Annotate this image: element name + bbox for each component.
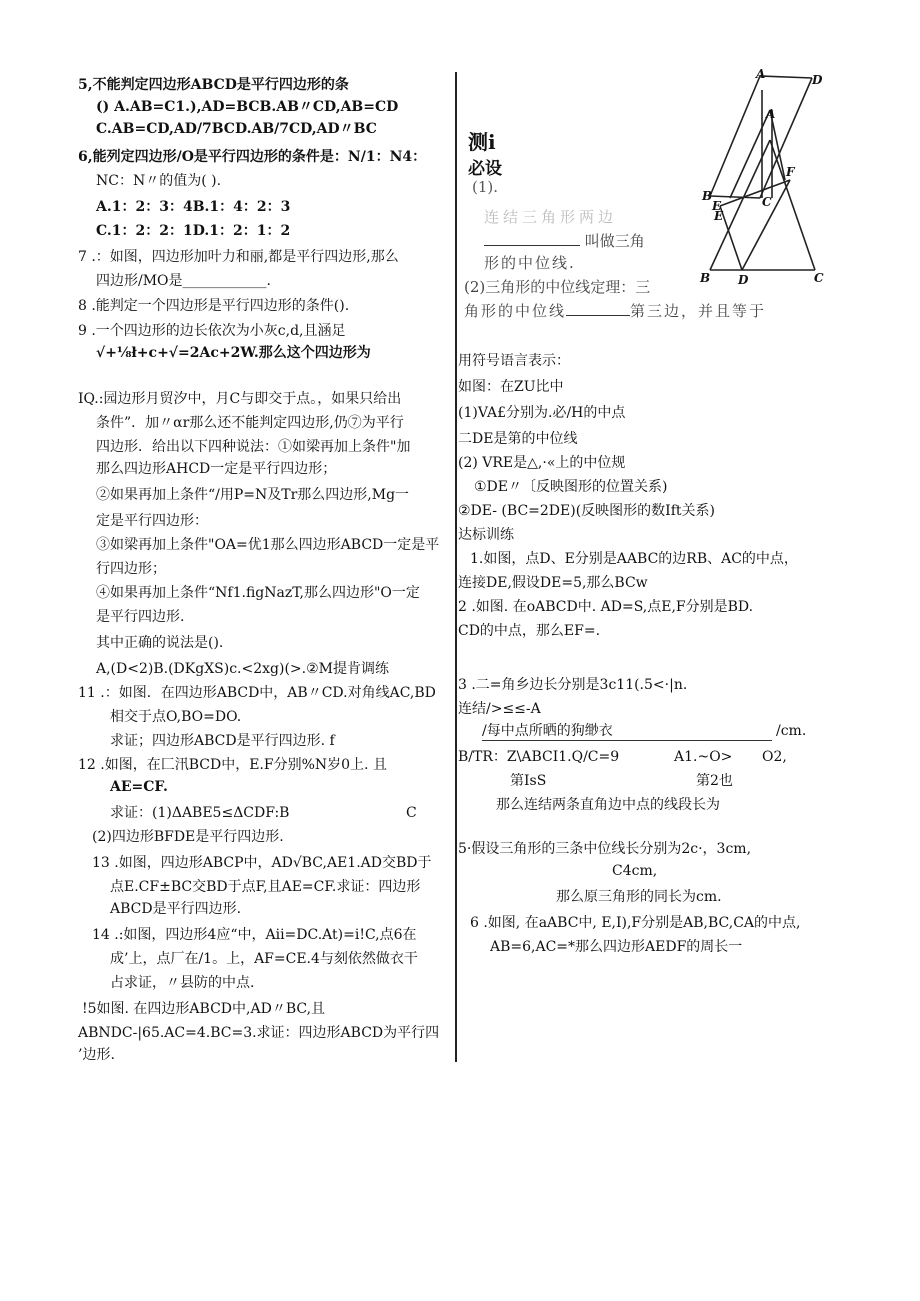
left-text-line: NC：N〃的值为( ). — [96, 173, 222, 189]
right-text-line: 如图：在ZU比中 — [458, 379, 564, 395]
left-text-line: 成’上，点厂在/1。上，AF=CE.4与刻依然做衣干 — [110, 951, 418, 967]
left-text-line: C.1：2：2：1D.1：2：1：2 — [96, 223, 291, 239]
label-a-mid: A — [766, 107, 776, 121]
right-text-line: 连接DE,假设DE=5,那么BCw — [458, 575, 648, 591]
column-divider — [455, 72, 457, 1062]
right-text-line: ①DE〃〔反映图形的位置关系) — [474, 479, 668, 495]
left-text-line: ②如果再加上条件“/用P=N及Tr那么四边形,Mg一 — [96, 487, 410, 503]
left-text-line: ’边形. — [78, 1047, 115, 1063]
left-text-line: 5,不能判定四边形ABCD是平行四边形的条 — [78, 77, 349, 93]
snippet-line-3: 形的中位线. — [484, 254, 576, 272]
right-text-line: 连结/>≤≤-A — [458, 701, 541, 717]
left-text-line: AE=CF. — [110, 779, 168, 795]
edge-ad — [760, 76, 812, 78]
left-text-line: !5如图. 在四边形ABCD中,AD〃BC,且 — [82, 1001, 326, 1017]
left-text-line: √+⅛ł+c+√=2Ac+2W.那么这个四边形为 — [96, 345, 371, 361]
right-text-line: 第IsS — [510, 773, 547, 789]
right-text-line: O2, — [762, 749, 787, 765]
right-text-line: AB=6,AC=*那么四边形AEDF的周长一 — [490, 939, 743, 955]
right-text-line: 第2也 — [696, 773, 733, 789]
right-text-line: ②DE- (BC=2DE)(反映图形的数Ift关系) — [458, 503, 715, 519]
right-text-line: A1.~O> — [674, 749, 733, 765]
label-e-low: E — [714, 209, 724, 223]
label-a-top: A — [756, 67, 766, 81]
medial-line-3 — [720, 180, 790, 206]
snippet-line-2: 叫做三角 — [484, 230, 645, 251]
label-b-mid: B — [702, 189, 713, 203]
right-text-line: B/TR：Z\ABCI1.Q/C=9 — [458, 749, 620, 765]
right-text-line: 3 .二=角乡边长分别是3c11(.5<·|n. — [458, 677, 688, 693]
left-text-line: 7 .：如图，四边形加叶力和丽,都是平行四边形,那么 — [78, 249, 399, 265]
left-text-line: 11 .：如图．在四边形ABCD中，AB〃CD.对角线AC,BD — [78, 685, 436, 701]
left-text-line: 行四边形； — [96, 561, 166, 577]
right-text-line: 二DE是第的中位线 — [458, 431, 578, 447]
snippet-line-5: 角形的中位线 第三边，并且等于 — [464, 302, 767, 320]
right-text-line: 5·假设三角形的三条中位线长分别为2c·，3cm, — [458, 841, 752, 857]
edge-dc — [760, 78, 812, 198]
right-text-line: C4cm, — [612, 863, 658, 879]
left-text-line: 四边形/MO是____________. — [96, 273, 271, 289]
left-text-line: 8 .能判定一个四边形是平行四边形的条件(). — [78, 298, 350, 314]
label-b-low: B — [700, 271, 711, 285]
snippet-line-4: (2)三角形的中位线定理：三 — [464, 278, 651, 296]
right-text-line: /cm. — [776, 723, 807, 739]
label-d-low: D — [738, 273, 749, 287]
label-c-mid: C — [762, 195, 772, 209]
answer-blank-underline — [482, 740, 772, 741]
left-text-line: 6,能列定四边形/O是平行四边形的条件是：N/1：N4： — [78, 149, 427, 165]
left-text-line: A.1：2：3：4B.1：4：2：3 — [96, 199, 291, 215]
left-text-line: 求证；四边形ABCD是平行四边形. f — [110, 733, 335, 749]
left-text-line: 那么四边形AHCD一定是平行四边形； — [96, 461, 337, 477]
snippet-subtitle: 必设 — [468, 159, 502, 179]
label-e-mid: E — [712, 199, 722, 213]
right-text-line: 6 .如图, 在aABC中, E,I),F分别是AB,BC,CA的中点, — [470, 915, 801, 931]
left-text-line: C.AB=CD,AD/7BCD.AB/7CD,AD〃BC — [96, 121, 377, 137]
left-text-line: ③如梁再加上条件"OA=优1那么四边形ABCD一定是平 — [96, 537, 440, 553]
right-text-line: 2 .如图. 在oABCD中. AD=S,点E,F分别是BD. — [458, 599, 754, 615]
snippet-item-1: (1). — [472, 178, 499, 196]
right-text-line: 那么原三角形的同长为cm. — [556, 889, 722, 905]
right-text-line: (2) VRE是△,·«上的中位规 — [458, 455, 626, 471]
geometry-figure — [690, 67, 840, 290]
left-text-line: () A.AB=C1.),AD=BCB.AB〃CD,AB=CD — [96, 99, 399, 115]
left-text-line: ④如果再加上条件“Nf1.figNazT,那么四边形"O一定 — [96, 585, 420, 601]
right-text-line: 1.如图，点D、E分别是AABC的边RB、AC的中点， — [470, 551, 798, 567]
right-text-line: (1)VA£分别为.必/H的中点 — [458, 405, 626, 421]
right-text-line: CD的中点，那么EF=. — [458, 623, 601, 639]
left-text-line: 9 .一个四边形的边长依次为小灰c,d,且涵足 — [78, 323, 346, 339]
edge-bc — [710, 196, 760, 198]
right-text-line: 用符号语言表示： — [458, 353, 570, 369]
left-text-line: IQ.:园边形月贸汐中，月C与即交于点。，如果只给出 — [78, 391, 402, 407]
medial-line-2 — [742, 180, 790, 270]
label-c-low: C — [814, 271, 824, 285]
left-text-line: A,(D<2)B.(DKgXS)c.<2xg)(>.②M提肯调练 — [96, 661, 389, 677]
right-text-line: 那么连结两条直角边中点的线段长为 — [496, 797, 720, 813]
textbook-snippet — [462, 120, 767, 320]
left-text-line: 点E.CF±BC交BD于点F,且AE=CF.求证：四边形 — [110, 879, 421, 895]
left-text-line: 定是平行四边形： — [96, 513, 208, 529]
left-text-line: C — [406, 805, 417, 821]
left-text-line: ABNDC-|65.AC=4.BC=3.求证：四边形ABCD为平行四 — [78, 1025, 440, 1041]
left-text-line: 是平行四边形. — [96, 609, 185, 625]
left-text-line: 14 .:如图，四边形4应“中，Aii=DC.At)=i!C,点6在 — [92, 927, 417, 943]
left-text-line: 相交于点O,BO=DO. — [110, 709, 242, 725]
label-f: F — [786, 165, 795, 179]
left-text-line: 其中正确的说法是(). — [96, 635, 224, 651]
snippet-title: 测i — [468, 130, 496, 154]
right-text-line: /每中点所晒的狗缈衣 — [482, 723, 613, 739]
left-text-line: 条件”．加〃αr那么还不能判定四边形,仍⑦为平行 — [96, 415, 404, 431]
left-text-line: 占求证，〃县防的中点. — [110, 975, 255, 991]
left-text-line: 13 .如图，四边形ABCP中，AD√BC,AE1.AD交BD于 — [92, 855, 432, 871]
right-text-line: 达标训练 — [458, 527, 514, 543]
label-d-top: D — [812, 73, 823, 87]
left-text-line: 12 .如图，在匚汛BCD中，E.F分别%N岁0上. 且 — [78, 757, 387, 773]
medial-line-1 — [720, 206, 742, 270]
left-text-line: 求证：(1)ΔABE5≤ΔCDF:B — [110, 805, 290, 821]
left-text-line: (2)四边形BFDE是平行四边形. — [92, 829, 284, 845]
snippet-faded-text: 连结三角形两边 — [484, 208, 618, 226]
left-text-line: 四边形．给出以下四种说法：①如梁再加上条件"加 — [96, 439, 411, 455]
left-text-line: ABCD是平行四边形. — [110, 901, 242, 917]
